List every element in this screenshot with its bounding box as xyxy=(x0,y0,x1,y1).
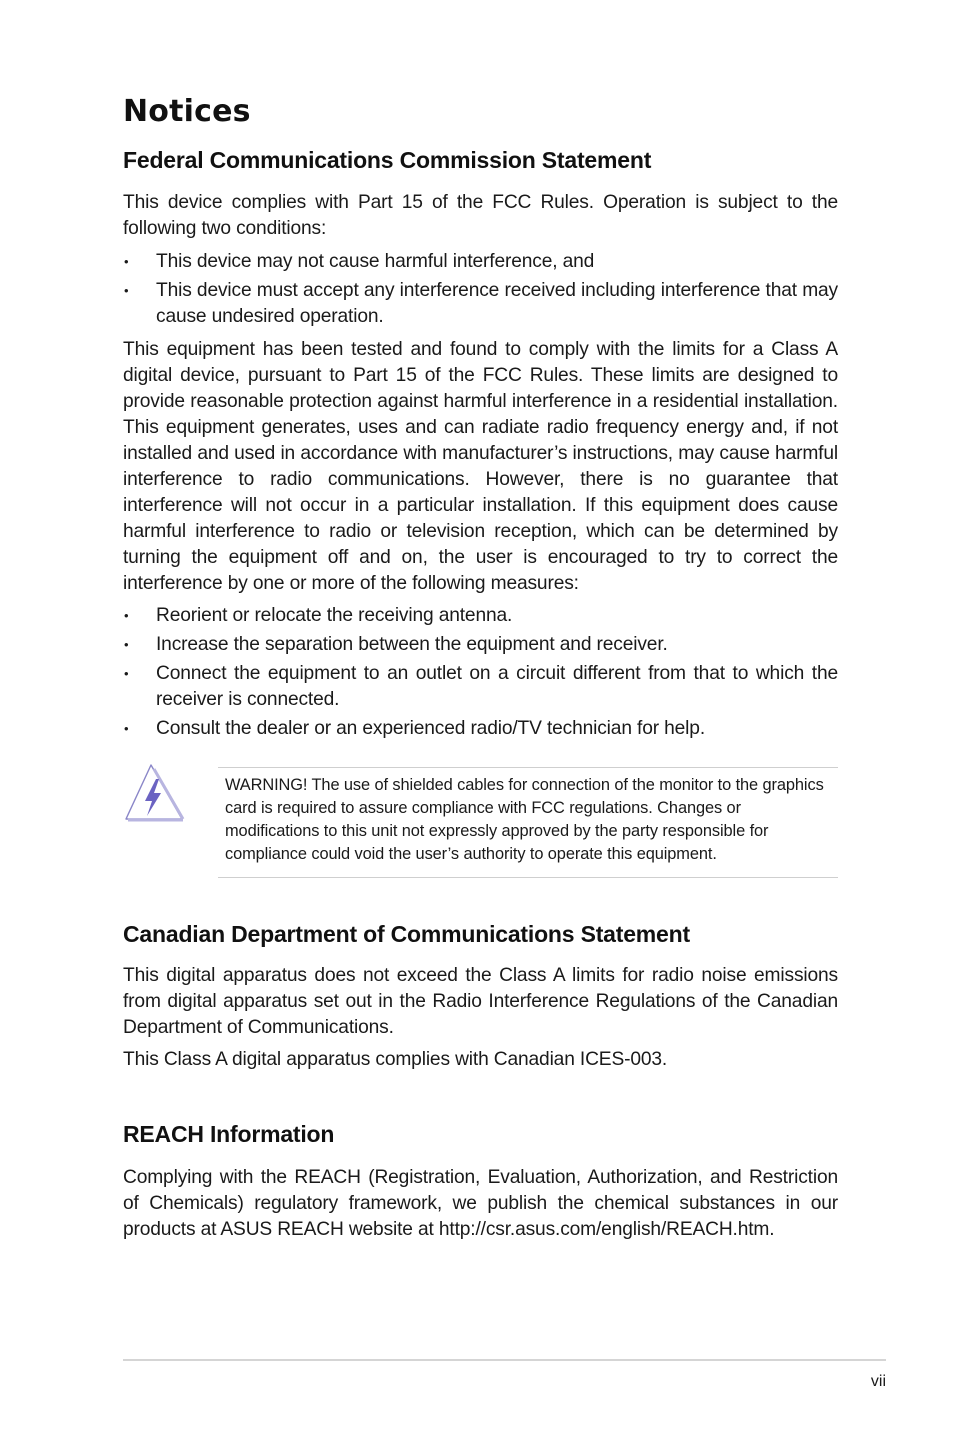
warning-box xyxy=(218,767,838,878)
fcc-heading: Federal Communications Commission Statement xyxy=(123,147,652,173)
footer-rule xyxy=(123,1359,886,1361)
bullet: • xyxy=(124,721,129,736)
reach-heading: REACH Information xyxy=(123,1121,335,1147)
list-item: • Increase the separation between the equipment and receiver. xyxy=(123,632,838,658)
bullet: • xyxy=(124,283,129,298)
page-number: vii xyxy=(870,1373,886,1390)
fcc-paragraph: This equipment has been tested and found to comply with the limits for a Class A digital device, pursuant to Part 15 of the FCC Rules. These limits are designed to provide reasonable protection against harmful interference in a residential installation. This equipment generates, uses and can radiate radio frequency energy and, if not installed and used in accordance with manufacturer’s instructions, may cause harmful interference to radio communications. However, there is no guarantee that interference will not occur in a particular installation. If this equipment does cause harmful interference to radio or television reception, which can be determined by turning the equipment off and on, the user is encouraged to try to correct the interference by one or more of the following measures: xyxy=(123,339,838,594)
canadian-heading: Canadian Department of Communications Statement xyxy=(123,921,690,947)
list-item: • Reorient or relocate the receiving antenna. xyxy=(123,603,838,629)
reach-paragraph: Complying with the REACH (Registration, Evaluation, Authorization, and Restriction of Chemicals) regulatory framework, we publish the chemical substances in our products at ASUS REACH website at http://csr.asus.com/english/REACH.htm. xyxy=(123,1167,838,1240)
lightning-warning-icon xyxy=(123,762,185,822)
bullet: • xyxy=(124,666,129,681)
list-item: • This device must accept any interference received including interference that may cause undesired operation. xyxy=(124,280,838,327)
page-title: Notices xyxy=(123,94,251,129)
bullet: • xyxy=(124,254,129,269)
fcc-conditions-list xyxy=(123,249,838,333)
list-item: • This device may not cause harmful interference, and xyxy=(123,249,838,275)
list-item: • Connect the equipment to an outlet on a circuit different from that to which the receiver is connected. xyxy=(124,663,838,710)
bullet: • xyxy=(124,637,129,652)
warning-text: WARNING! The use of shielded cables for connection of the monitor to the graphics card is required to assure compliance with FCC regulations. Changes or modifications to this unit not expressly approved by the party responsible for compliance could void the user’s authority to operate this equipment. xyxy=(225,776,824,863)
list-item: • Consult the dealer or an experienced radio/TV technician for help. xyxy=(123,716,838,742)
fcc-measures-list xyxy=(123,603,838,745)
canadian-paragraph-1: This digital apparatus does not exceed the Class A limits for radio noise emissions from digital apparatus set out in the Radio Interference Regulations of the Canadian Department of Communications. xyxy=(123,965,838,1038)
fcc-intro: This device complies with Part 15 of the FCC Rules. Operation is subject to the following two conditions: xyxy=(123,192,838,239)
canadian-paragraph-2: This Class A digital apparatus complies with Canadian ICES-003. xyxy=(123,1049,668,1070)
bullet: • xyxy=(124,608,129,623)
